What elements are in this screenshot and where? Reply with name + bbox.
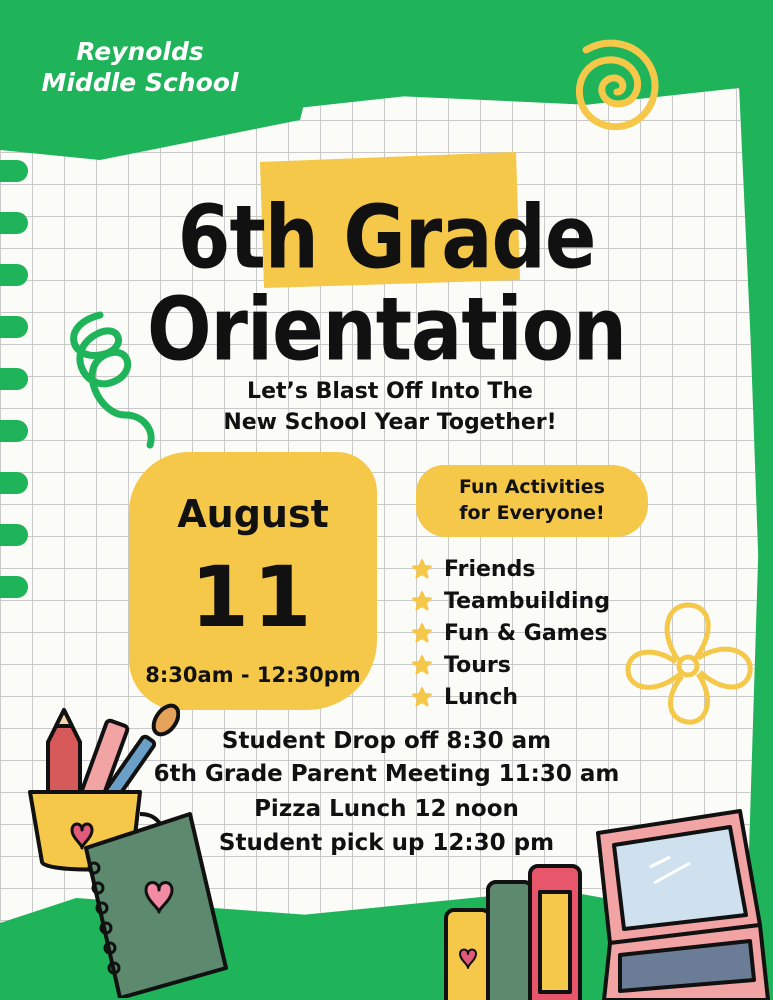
event-month: August [177, 492, 329, 536]
activity-label: Fun & Games [444, 620, 608, 646]
school-name-line2: Middle School [41, 68, 239, 97]
activity-item [412, 649, 511, 681]
tagline [150, 376, 630, 438]
event-day: 11 [190, 548, 316, 646]
activities-heading [416, 474, 648, 526]
tagline-line2: New School Year Together! [223, 410, 557, 435]
title-line-1: 6th Grade [177, 186, 596, 289]
event-time: 8:30am - 12:30pm [145, 663, 361, 687]
activity-label: Friends [444, 556, 536, 582]
flower-star-icon [412, 655, 432, 675]
schedule-item: Pizza Lunch 12 noon [254, 796, 519, 822]
title-line-2: Orientation [146, 278, 627, 381]
activity-item [412, 681, 518, 713]
flower-icon [618, 600, 758, 730]
activities-heading-line1: Fun Activities [459, 476, 605, 498]
activity-label: Lunch [444, 684, 519, 710]
laptop-icon [590, 805, 770, 1000]
notebook-icon [80, 808, 230, 998]
school-name-line1: Reynolds [76, 37, 204, 66]
school-name [40, 36, 240, 98]
activity-item [412, 617, 608, 649]
books-icon [440, 862, 610, 1000]
flower-star-icon [412, 623, 432, 643]
schedule-item: 6th Grade Parent Meeting 11:30 am [153, 761, 620, 787]
flower-star-icon [412, 591, 432, 611]
activity-label: Teambuilding [444, 588, 610, 614]
schedule-item: Student pick up 12:30 pm [218, 830, 555, 856]
activity-item [412, 585, 610, 617]
tagline-line1: Let’s Blast Off Into The [247, 379, 533, 404]
activities-heading-line2: for Everyone! [459, 502, 605, 524]
schedule-item: Student Drop off 8:30 am [221, 728, 552, 754]
flower-star-icon [412, 687, 432, 707]
activity-label: Tours [444, 652, 511, 678]
spiral-icon [555, 20, 685, 170]
flower-star-icon [412, 559, 432, 579]
activity-item [412, 553, 535, 585]
